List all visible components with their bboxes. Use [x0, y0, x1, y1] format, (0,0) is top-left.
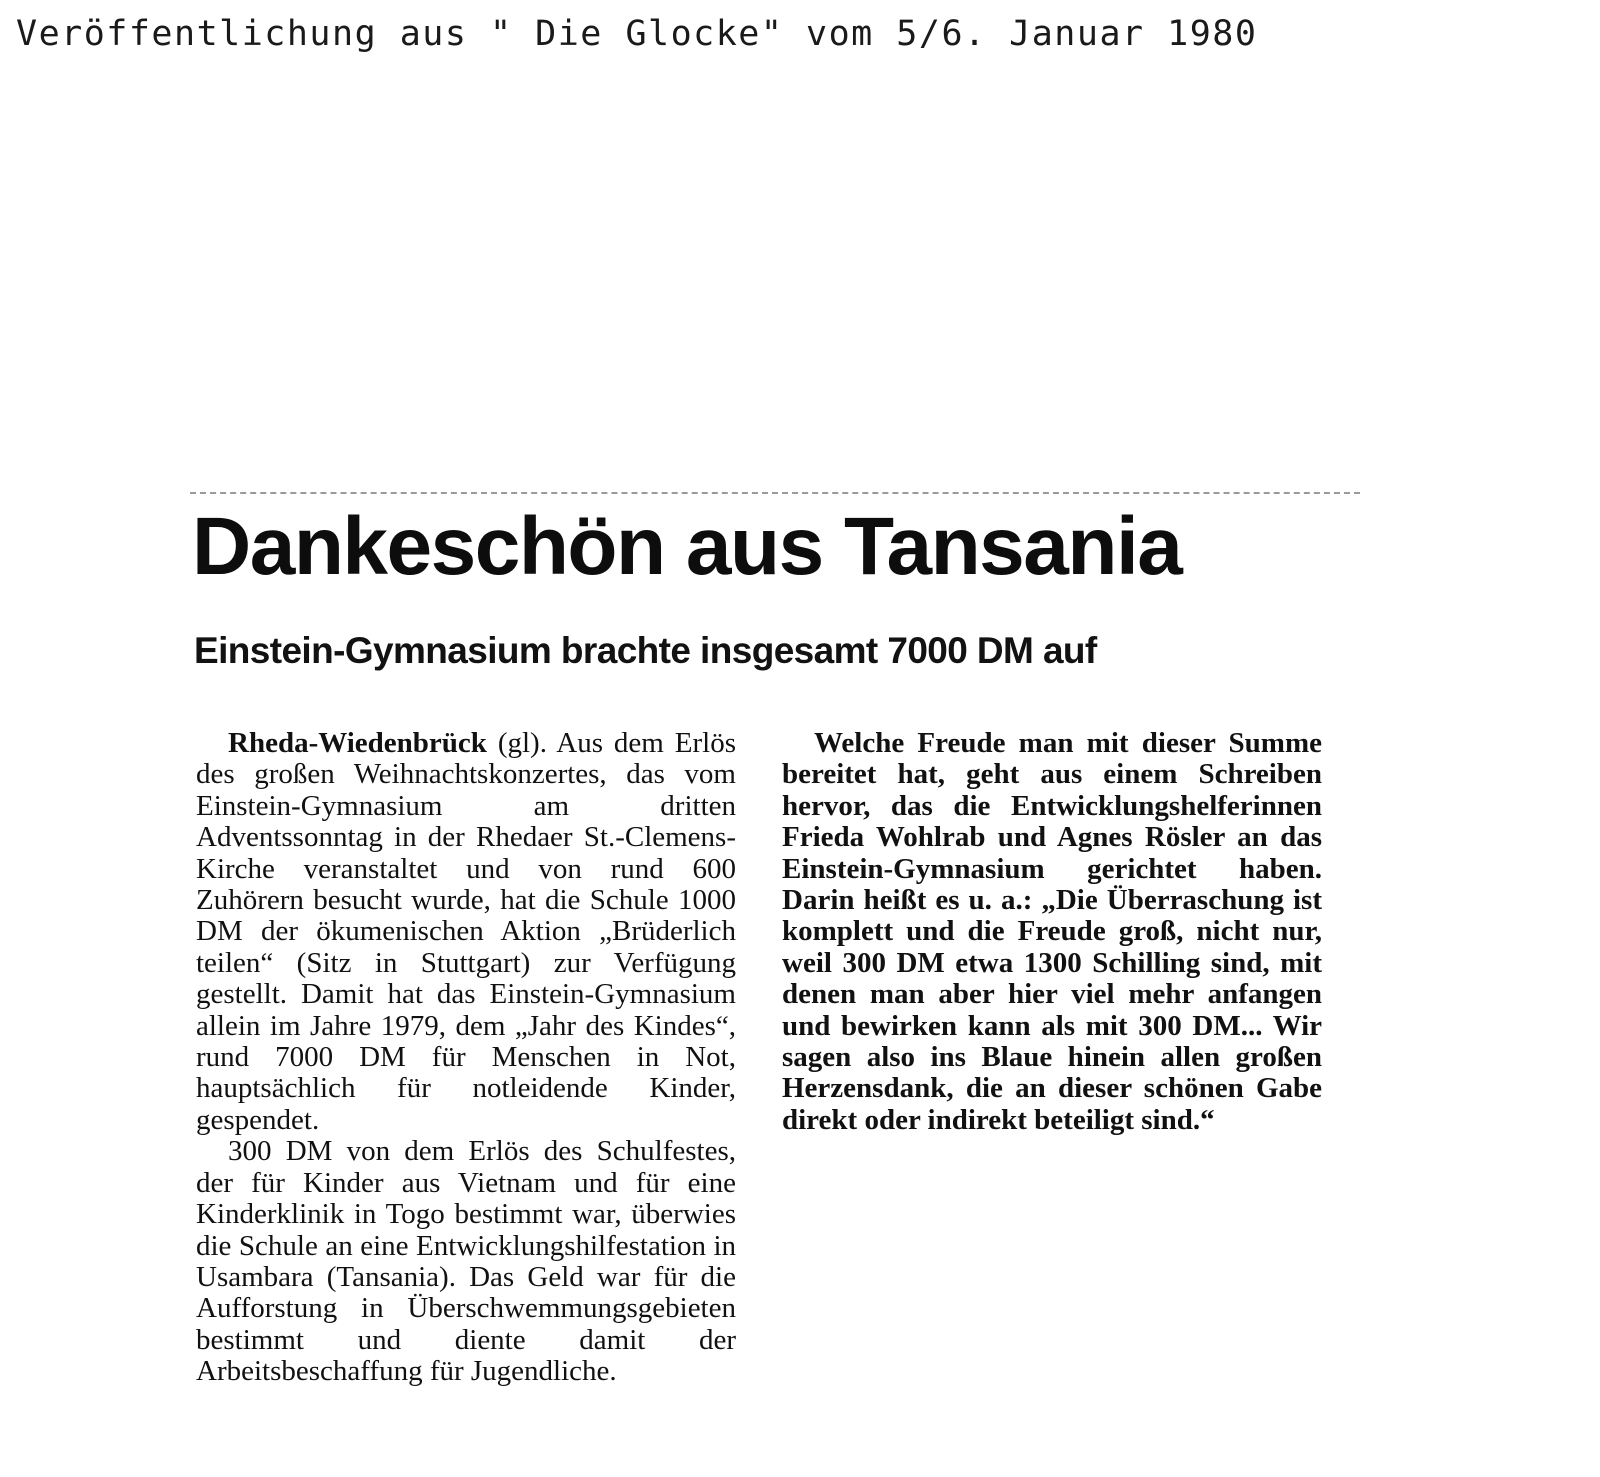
article-paragraph-1 [196, 728, 736, 1136]
article-subheadline: Einstein-Gymnasium brachte insgesamt 7000 DM auf [194, 630, 1097, 671]
article-column-right [782, 728, 1322, 1136]
article-paragraph-3 [782, 728, 1322, 1136]
article-paragraph-3-text: Welche Freude man mit dieser Summe bereitet hat, geht aus einem Schreiben hervor, das die Entwicklungshelferinnen Frieda Wohlrab und Agnes Rösler an das Einstein-Gymnasium gerichtet haben. Darin heißt es u. a.: „Die Überraschung ist komplett und die Freude groß, nicht nur, weil 300 DM etwa 1300 Schilling sind, mit denen man aber hier viel mehr anfangen und bewirken kann als mit 300 DM... Wir sagen also ins Blaue hinein allen großen Herzensdank, die an dieser schönen Gabe direkt oder indirekt beteiligt sind.“ [782, 727, 1322, 1136]
clipping-cut-edge [190, 492, 1360, 494]
article-headline: Dankeschön aus Tansania [192, 501, 1182, 592]
article-paragraph-1-text: (gl). Aus dem Erlös des großen Weihnachtskonzertes, das vom Einstein-Gymnasium am dritten Adventssonntag in der Rhedaer St.-Clemens-Kirche veranstaltet und von rund 600 Zuhörern besucht wurde, hat die Schule 1000 DM der ökumenischen Aktion „Brüderlich teilen“ (Sitz in Stuttgart) zur Verfügung gestellt. Damit hat das Einstein-Gymnasium allein im Jahre 1979, dem „Jahr des Kindes“, rund 7000 DM für Menschen in Not, hauptsächlich für notleidende Kinder, gespendet. [196, 727, 736, 1136]
article-column-left [196, 728, 736, 1388]
publication-source-line: Veröffentlichung aus " Die Glocke" vom 5/6. Januar 1980 [16, 14, 1258, 54]
article-dateline: Rheda-Wiedenbrück [228, 727, 487, 759]
newspaper-clipping [190, 470, 1365, 1460]
article-paragraph-2 [196, 1136, 736, 1387]
article-paragraph-2-text: 300 DM von dem Erlös des Schulfestes, der für Kinder aus Vietnam und für eine Kinderklinik in Togo bestimmt war, überwies die Schule an eine Entwicklungshilfestation in Usambara (Tansania). Das Geld war für die Aufforstung in Überschwemmungsgebieten bestimmt und diente damit der Arbeitsbeschaffung für Jugendliche. [196, 1135, 736, 1388]
